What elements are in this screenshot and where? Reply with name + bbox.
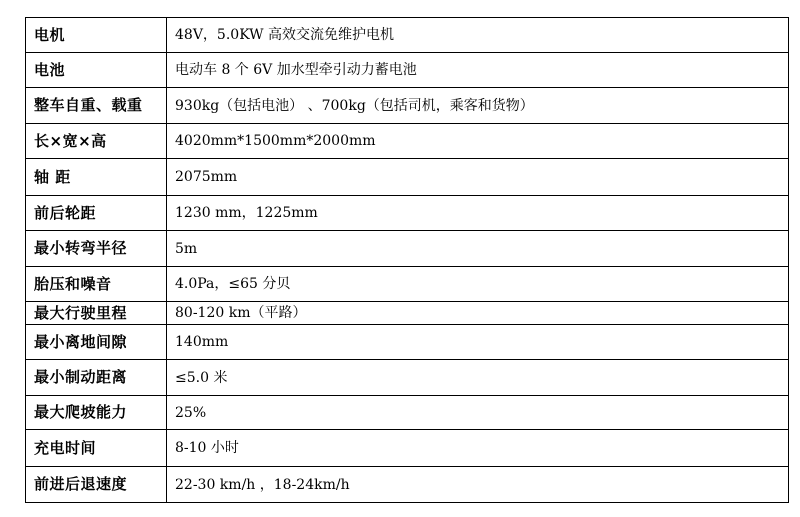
spec-label: 胎压和噪音 <box>26 267 167 302</box>
table-row <box>26 159 789 196</box>
spec-label: 长×宽×高 <box>26 124 167 159</box>
spec-value: 4020mm*1500mm*2000mm <box>167 124 789 159</box>
spec-value: 5m <box>167 231 789 267</box>
table-row <box>26 18 789 53</box>
table-row <box>26 88 789 124</box>
spec-value: 2075mm <box>167 159 789 196</box>
spec-value: 电动车 8 个 6V 加水型牵引动力蓄电池 <box>167 53 789 88</box>
spec-label: 最大行驶里程 <box>26 302 167 325</box>
table-row <box>26 396 789 430</box>
spec-value: 4.0Pa，≤65 分贝 <box>167 267 789 302</box>
table-row <box>26 325 789 360</box>
table-row <box>26 302 789 325</box>
spec-label: 电池 <box>26 53 167 88</box>
table-row <box>26 267 789 302</box>
spec-value: 1230 mm，1225mm <box>167 196 789 231</box>
spec-label: 电机 <box>26 18 167 53</box>
spec-label: 整车自重、载重 <box>26 88 167 124</box>
table-row <box>26 467 789 503</box>
spec-value: 22-30 km/h ，18-24km/h <box>167 467 789 503</box>
spec-label: 最小离地间隙 <box>26 325 167 360</box>
spec-value: 8-10 小时 <box>167 430 789 467</box>
table-row <box>26 196 789 231</box>
table-row <box>26 124 789 159</box>
spec-value: 48V，5.0KW 高效交流免维护电机 <box>167 18 789 53</box>
spec-label: 充电时间 <box>26 430 167 467</box>
spec-value: 140mm <box>167 325 789 360</box>
spec-value: 80-120 km（平路） <box>167 302 789 325</box>
spec-label: 前进后退速度 <box>26 467 167 503</box>
spec-label: 前后轮距 <box>26 196 167 231</box>
table-row <box>26 430 789 467</box>
table-row <box>26 53 789 88</box>
spec-label: 最小制动距离 <box>26 360 167 396</box>
spec-value: 930kg（包括电池） 、700kg（包括司机，乘客和货物） <box>167 88 789 124</box>
spec-value: ≤5.0 米 <box>167 360 789 396</box>
spec-label: 最大爬坡能力 <box>26 396 167 430</box>
spec-table <box>25 17 789 503</box>
spec-value: 25% <box>167 396 789 430</box>
spec-label: 最小转弯半径 <box>26 231 167 267</box>
table-row <box>26 360 789 396</box>
spec-label: 轴 距 <box>26 159 167 196</box>
table-row <box>26 231 789 267</box>
